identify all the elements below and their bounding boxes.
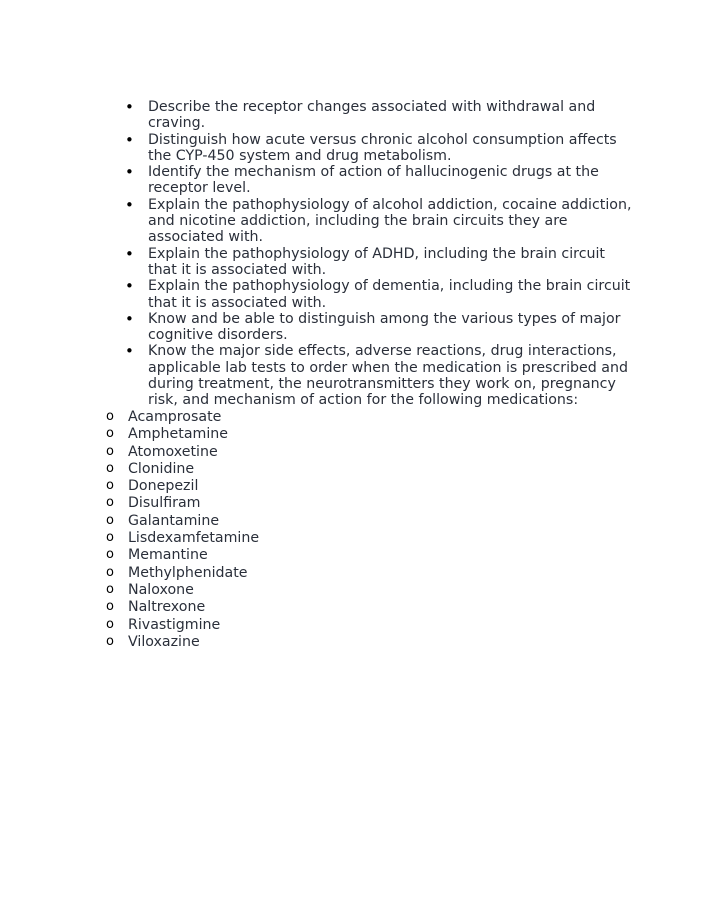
list-item (125, 343, 635, 408)
medication-name: Memantine (128, 547, 208, 564)
objective-text: Explain the pathophysiology of dementia, including the brain circuit that it is associated with. (148, 278, 631, 311)
circle-bullet-icon: o (106, 495, 114, 511)
circle-bullet-icon: o (106, 581, 114, 597)
circle-bullet-icon: o (106, 512, 114, 528)
circle-bullet-icon: o (106, 443, 114, 459)
medication-item (64, 582, 484, 599)
objective-text: Distinguish how acute versus chronic alcohol consumption affects the CYP-450 system and drug metabolism. (148, 131, 617, 164)
medication-item (64, 409, 484, 426)
bullet-icon: • (125, 130, 134, 149)
medication-name: Clonidine (128, 460, 195, 477)
medication-name: Viloxazine (128, 633, 200, 650)
medication-item (64, 634, 484, 651)
medication-item (64, 495, 484, 512)
list-item (125, 164, 635, 197)
medication-name: Amphetamine (128, 426, 228, 443)
objective-text: Describe the receptor changes associated with withdrawal and craving. (148, 99, 596, 132)
bullet-icon: • (125, 98, 134, 116)
medication-name: Lisdexamfetamine (128, 530, 260, 547)
objective-text: Explain the pathophysiology of alcohol addiction, cocaine addiction, and nicotine addiction, including the brain circuits they are associated with. (148, 196, 632, 246)
medication-name: Acamprosate (128, 409, 222, 425)
circle-bullet-icon: o (106, 547, 114, 563)
medication-list (64, 409, 484, 651)
medication-item (64, 599, 484, 616)
learning-objectives-list (125, 99, 635, 409)
circle-bullet-icon: o (106, 564, 114, 580)
medication-item (64, 565, 484, 582)
objective-text: Explain the pathophysiology of ADHD, including the brain circuit that it is associated with. (148, 245, 605, 278)
medication-item (64, 513, 484, 530)
medication-item (64, 617, 484, 634)
medication-name: Rivastigmine (128, 616, 221, 633)
circle-bullet-icon: o (106, 599, 114, 615)
medication-item (64, 444, 484, 461)
medication-name: Methylphenidate (128, 564, 248, 581)
medication-name: Donepezil (128, 478, 199, 495)
bullet-icon: • (125, 244, 134, 263)
bullet-icon: • (125, 342, 134, 361)
medication-name: Galantamine (128, 512, 220, 529)
objective-text: Know and be able to distinguish among the various types of major cognitive disorders. (148, 310, 621, 344)
circle-bullet-icon: o (106, 478, 114, 494)
medication-item (64, 530, 484, 547)
medication-item (64, 426, 484, 443)
circle-bullet-icon: o (106, 409, 114, 424)
circle-bullet-icon: o (106, 426, 114, 442)
objective-text: Know the major side effects, adverse reactions, drug interactions, applicable lab tests to order when the medication is prescribed and during treatment, the neurotransmitters they work on, pregnancy risk, and mechanism of action for the following medications: (148, 343, 628, 409)
medication-name: Disulfiram (128, 495, 201, 512)
circle-bullet-icon: o (106, 460, 114, 476)
medication-name: Naltrexone (128, 599, 206, 616)
list-item (125, 246, 635, 279)
objective-text: Identify the mechanism of action of hallucinogenic drugs at the receptor level. (148, 164, 599, 197)
medication-name: Naloxone (128, 581, 194, 598)
medication-name: Atomoxetine (128, 443, 218, 460)
circle-bullet-icon: o (106, 633, 114, 649)
list-item (125, 99, 635, 132)
list-item (125, 278, 635, 311)
medication-item (64, 478, 484, 495)
circle-bullet-icon: o (106, 530, 114, 546)
medication-item (64, 547, 484, 564)
medication-item (64, 461, 484, 478)
list-item (125, 311, 635, 344)
circle-bullet-icon: o (106, 616, 114, 632)
bullet-icon: • (125, 195, 134, 214)
bullet-icon: • (125, 163, 134, 182)
list-item (125, 132, 635, 165)
bullet-icon: • (125, 309, 134, 328)
list-item (125, 197, 635, 246)
bullet-icon: • (125, 277, 134, 296)
